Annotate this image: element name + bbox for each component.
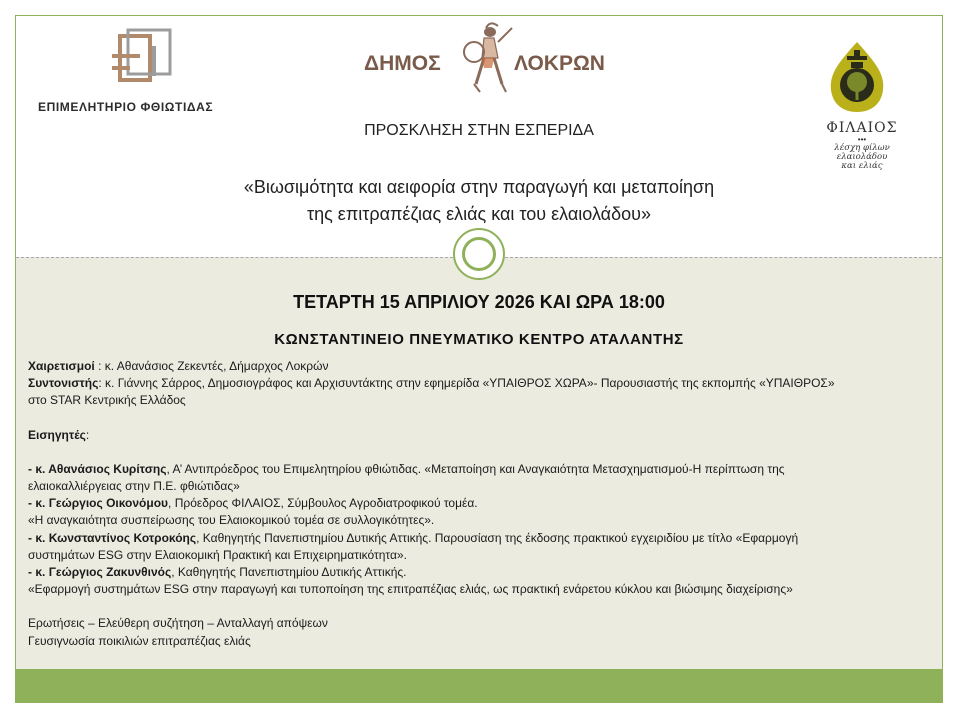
municipality-word1: ΔΗΜΟΣ <box>364 52 441 75</box>
coordinator-text-1: κ. Γιάννης Σάρρος, Δημοσιογράφος και Αρχισυντάκτης στην εφημερίδα «ΥΠΑΙΘΡΟΣ ΧΩΡΑ»- Παρουσιαστής της εκπομπής «ΥΠΑΙΘΡΟΣ» <box>105 376 835 391</box>
speaker-name: - κ. Γεώργιος Οικονόμου <box>28 496 169 511</box>
divider-circle-icon <box>453 228 505 280</box>
speakers-heading <box>28 427 933 444</box>
speakers-colon: : <box>85 427 90 442</box>
municipality-word2: ΛΟΚΡΩΝ <box>514 52 605 75</box>
event-date: ΤΕΤΑΡΤΗ 15 ΑΠΡΙΛΙΟΥ 2026 ΚΑΙ ΩΡΑ 18:00 <box>293 292 665 312</box>
speaker-row <box>28 564 933 581</box>
filaios-tagline-3: και ελιάς <box>841 161 883 171</box>
speaker-text: , Πρόεδρος ΦΙΛΑΙΟΣ, Σύμβουλος Αγροδιατροφικού τομέα. <box>168 496 478 511</box>
municipality-logo <box>364 20 614 110</box>
greetings-row <box>28 358 933 375</box>
filaios-dots: ••• <box>857 135 867 144</box>
event-venue: ΚΩΝΣΤΑΝΤΙΝΕΙΟ ΠΝΕΥΜΑΤΙΚΟ ΚΕΝΤΡΟ ΑΤΑΛΑΝΤΗΣ <box>274 331 684 348</box>
speaker-text: , Καθηγητής Πανεπιστημίου Δυτικής Αττικής. Παρουσίαση της έκδοσης πρακτικού εγχειριδίου με τίτλο «Εφαρμογή <box>196 530 799 545</box>
greetings-label: Χαιρετισμοί <box>28 359 95 373</box>
program-details <box>28 358 933 650</box>
topic-line-1: «Βιωσιμότητα και αειφορία στην παραγωγή και μεταποίηση <box>243 177 715 197</box>
footer-band <box>16 669 942 702</box>
filaios-name: ΦΙΛΑΙΟΣ <box>826 120 898 136</box>
speaker-name: - κ. Κωνσταντίνος Κοτροκόης <box>28 530 197 545</box>
speaker-text: , Α’ Αντιπρόεδρος του Επιμελητηρίου φθιώτιδας. «Μεταποίηση και Αναγκαιότητα Μετασχηματισμού-Η περίπτωση της <box>166 461 785 476</box>
greetings-text: κ. Αθανάσιος Ζεκεντές, Δήμαρχος Λοκρών <box>104 359 329 373</box>
coordinator-sep: : <box>98 376 106 391</box>
greetings-sep: : <box>94 359 105 373</box>
chamber-name: ΕΠΙΜΕΛΗΤΗΡΙΟ ΦΘΙΩΤΙΔΑΣ <box>38 100 214 114</box>
speaker-row <box>28 495 933 512</box>
speaker-text-2: ελαιοκαλλιέργειας στην Π.Ε. φθιώτιδας» <box>28 479 240 494</box>
coordinator-text-2: στο STAR Κεντρικής Ελλάδος <box>28 393 186 408</box>
invitation-heading: ΠΡΟΣΚΛΗΣΗ ΣΤΗΝ ΕΣΠΕΡΙΔΑ <box>364 122 594 139</box>
filaios-tagline <box>822 144 902 171</box>
olive-tree-jar-icon <box>825 40 889 114</box>
speakers-label: Εισηγητές <box>28 427 86 442</box>
closing-line-2: Γευσιγνωσία ποικιλιών επιτραπέζιας ελιάς <box>28 633 251 648</box>
coordinator-label: Συντονιστής <box>28 376 99 391</box>
chamber-logo <box>38 24 238 120</box>
coordinator-row <box>28 375 933 392</box>
speaker-name: - κ. Αθανάσιος Κυρίτσης <box>28 461 167 476</box>
chamber-emblem-icon <box>90 26 182 90</box>
speaker-row <box>28 461 933 478</box>
filaios-tagline-1: λέσχη φίλων <box>834 143 890 153</box>
speaker-text-2: συστημάτων ESG στην Ελαιοκομική Πρακτική και Επιχειρηματικότητα». <box>28 547 407 562</box>
speaker-text: , Καθηγητής Πανεπιστημίου Δυτικής Αττικής. <box>171 565 407 580</box>
filaios-logo <box>822 40 912 171</box>
event-topic <box>16 174 942 228</box>
speaker-row <box>28 530 933 547</box>
filaios-tagline-2: ελαιολάδου <box>836 152 888 162</box>
speaker-text-2: «Η αναγκαιότητα συσπείρωσης του Ελαιοκομικού τομέα σε συλλογικότητες». <box>28 513 435 528</box>
speaker-name: - κ. Γεώργιος Ζακυνθινός <box>28 565 172 580</box>
topic-line-2: της επιτραπέζιας ελιάς και του ελαιολάδου» <box>307 204 651 224</box>
invitation-page <box>15 15 943 703</box>
closing-line-1: Ερωτήσεις – Ελεύθερη συζήτηση – Ανταλλαγή απόψεων <box>28 616 328 631</box>
warrior-emblem-icon <box>460 22 516 98</box>
speaker-text-2: «Εφαρμογή συστημάτων ESG στην παραγωγή και τυποποίηση της επιτραπέζιας ελιάς, ως πρακτική ενάρετου κύκλου και βιώσιμης διαχείρισης» <box>28 582 793 597</box>
